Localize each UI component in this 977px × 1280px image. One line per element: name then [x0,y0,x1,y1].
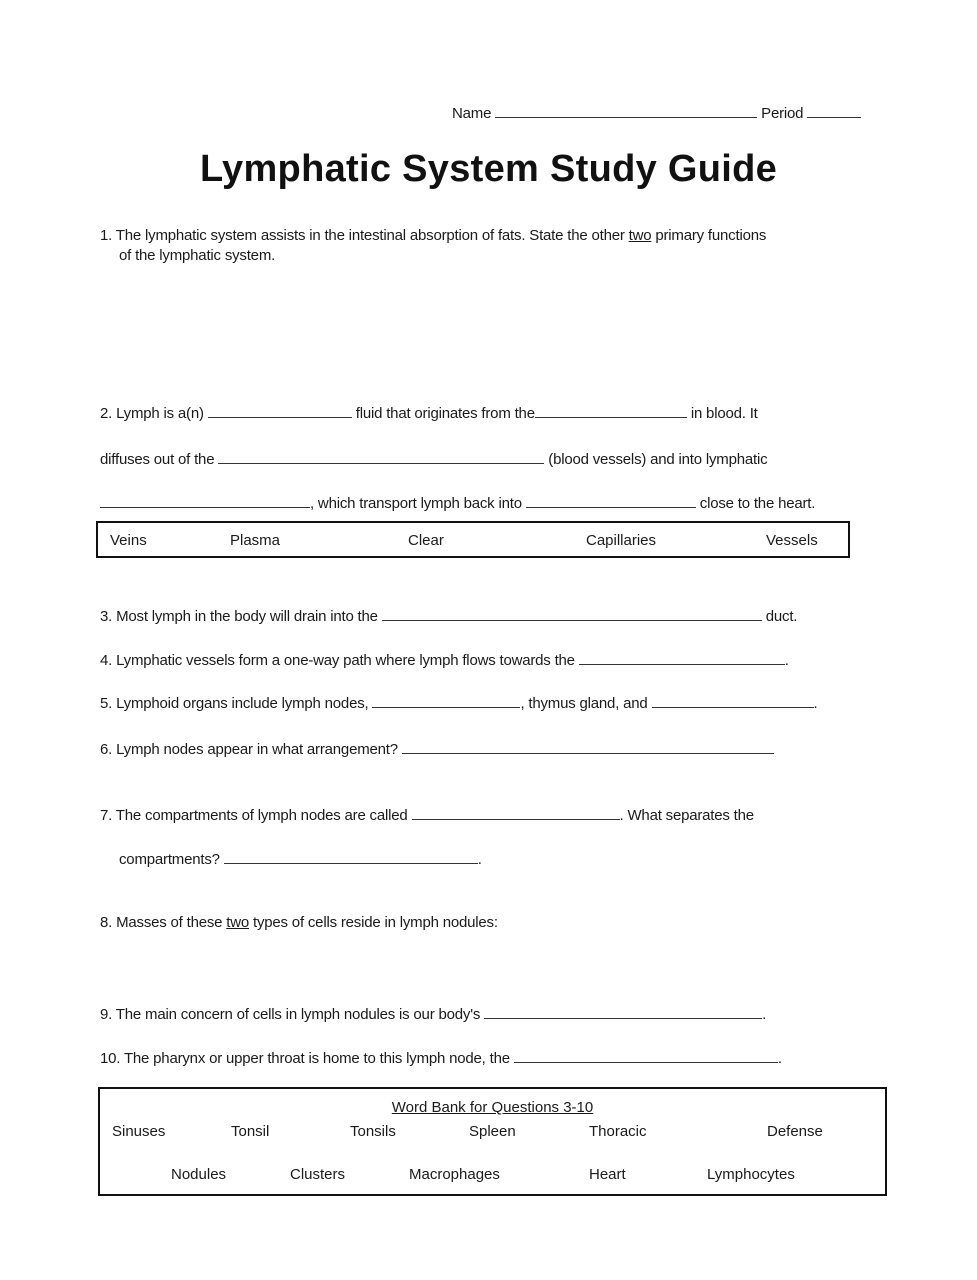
word-bank-q2 [96,521,850,558]
period-blank[interactable] [807,102,861,118]
word-bank-item: Veins [110,532,147,549]
word-bank-item: Capillaries [586,532,657,549]
word-bank-item: Clusters [290,1166,346,1183]
question-2-line-3: , which transport lymph back into close to the heart. [100,492,815,512]
answer-blank[interactable] [579,649,785,665]
word-bank-item: Sinuses [112,1123,166,1140]
answer-blank[interactable] [100,492,310,508]
word-bank-item: Macrophages [409,1166,500,1183]
answer-blank[interactable] [382,605,762,621]
question-7-line-2: compartments? . [119,848,482,868]
word-bank-item: Thoracic [589,1123,647,1140]
answer-blank[interactable] [526,492,696,508]
question-2-line-2: diffuses out of the (blood vessels) and into lymphatic [100,448,767,468]
name-blank[interactable] [495,102,757,118]
answer-blank[interactable] [208,402,352,418]
name-line: Name Period [452,102,861,122]
question-6: 6. Lymph nodes appear in what arrangement? [100,738,774,758]
word-bank-q3-10 [98,1087,887,1196]
answer-blank[interactable] [652,692,814,708]
word-bank-item: Tonsils [350,1123,396,1140]
question-9: 9. The main concern of cells in lymph nodules is our body's . [100,1003,766,1023]
question-5: 5. Lymphoid organs include lymph nodes, , thymus gland, and . [100,692,818,712]
answer-blank[interactable] [402,738,774,754]
word-bank-item: Heart [589,1166,626,1183]
word-bank-title: Word Bank for Questions 3-10 [391,1099,594,1116]
answer-blank[interactable] [484,1003,762,1019]
word-bank-item: Defense [767,1123,823,1140]
answer-blank[interactable] [514,1047,778,1063]
answer-blank[interactable] [218,448,544,464]
question-1: 1. The lymphatic system assists in the intestinal absorption of fats. State the other two primary functions [100,227,767,244]
question-7: 7. The compartments of lymph nodes are called . What separates the [100,804,754,824]
question-10: 10. The pharynx or upper throat is home to this lymph node, the . [100,1047,782,1067]
question-3: 3. Most lymph in the body will drain into the duct. [100,605,797,625]
answer-blank[interactable] [412,804,620,820]
page-title: Lymphatic System Study Guide [199,148,778,190]
question-8: 8. Masses of these two types of cells reside in lymph nodules: [100,914,498,931]
word-bank-item: Vessels [766,532,818,549]
word-bank-item: Nodules [171,1166,227,1183]
answer-blank[interactable] [535,402,687,418]
question-2-line-1: 2. Lymph is a(n) fluid that originates from the in blood. It [100,402,758,422]
word-bank-item: Spleen [469,1123,516,1140]
question-1-line-2: of the lymphatic system. [119,247,276,264]
word-bank-item: Clear [408,532,444,549]
answer-blank[interactable] [224,848,478,864]
word-bank-item: Tonsil [231,1123,270,1140]
word-bank-item: Plasma [230,532,281,549]
question-4: 4. Lymphatic vessels form a one-way path where lymph flows towards the . [100,649,789,669]
answer-blank[interactable] [372,692,520,708]
word-bank-item: Lymphocytes [707,1166,795,1183]
